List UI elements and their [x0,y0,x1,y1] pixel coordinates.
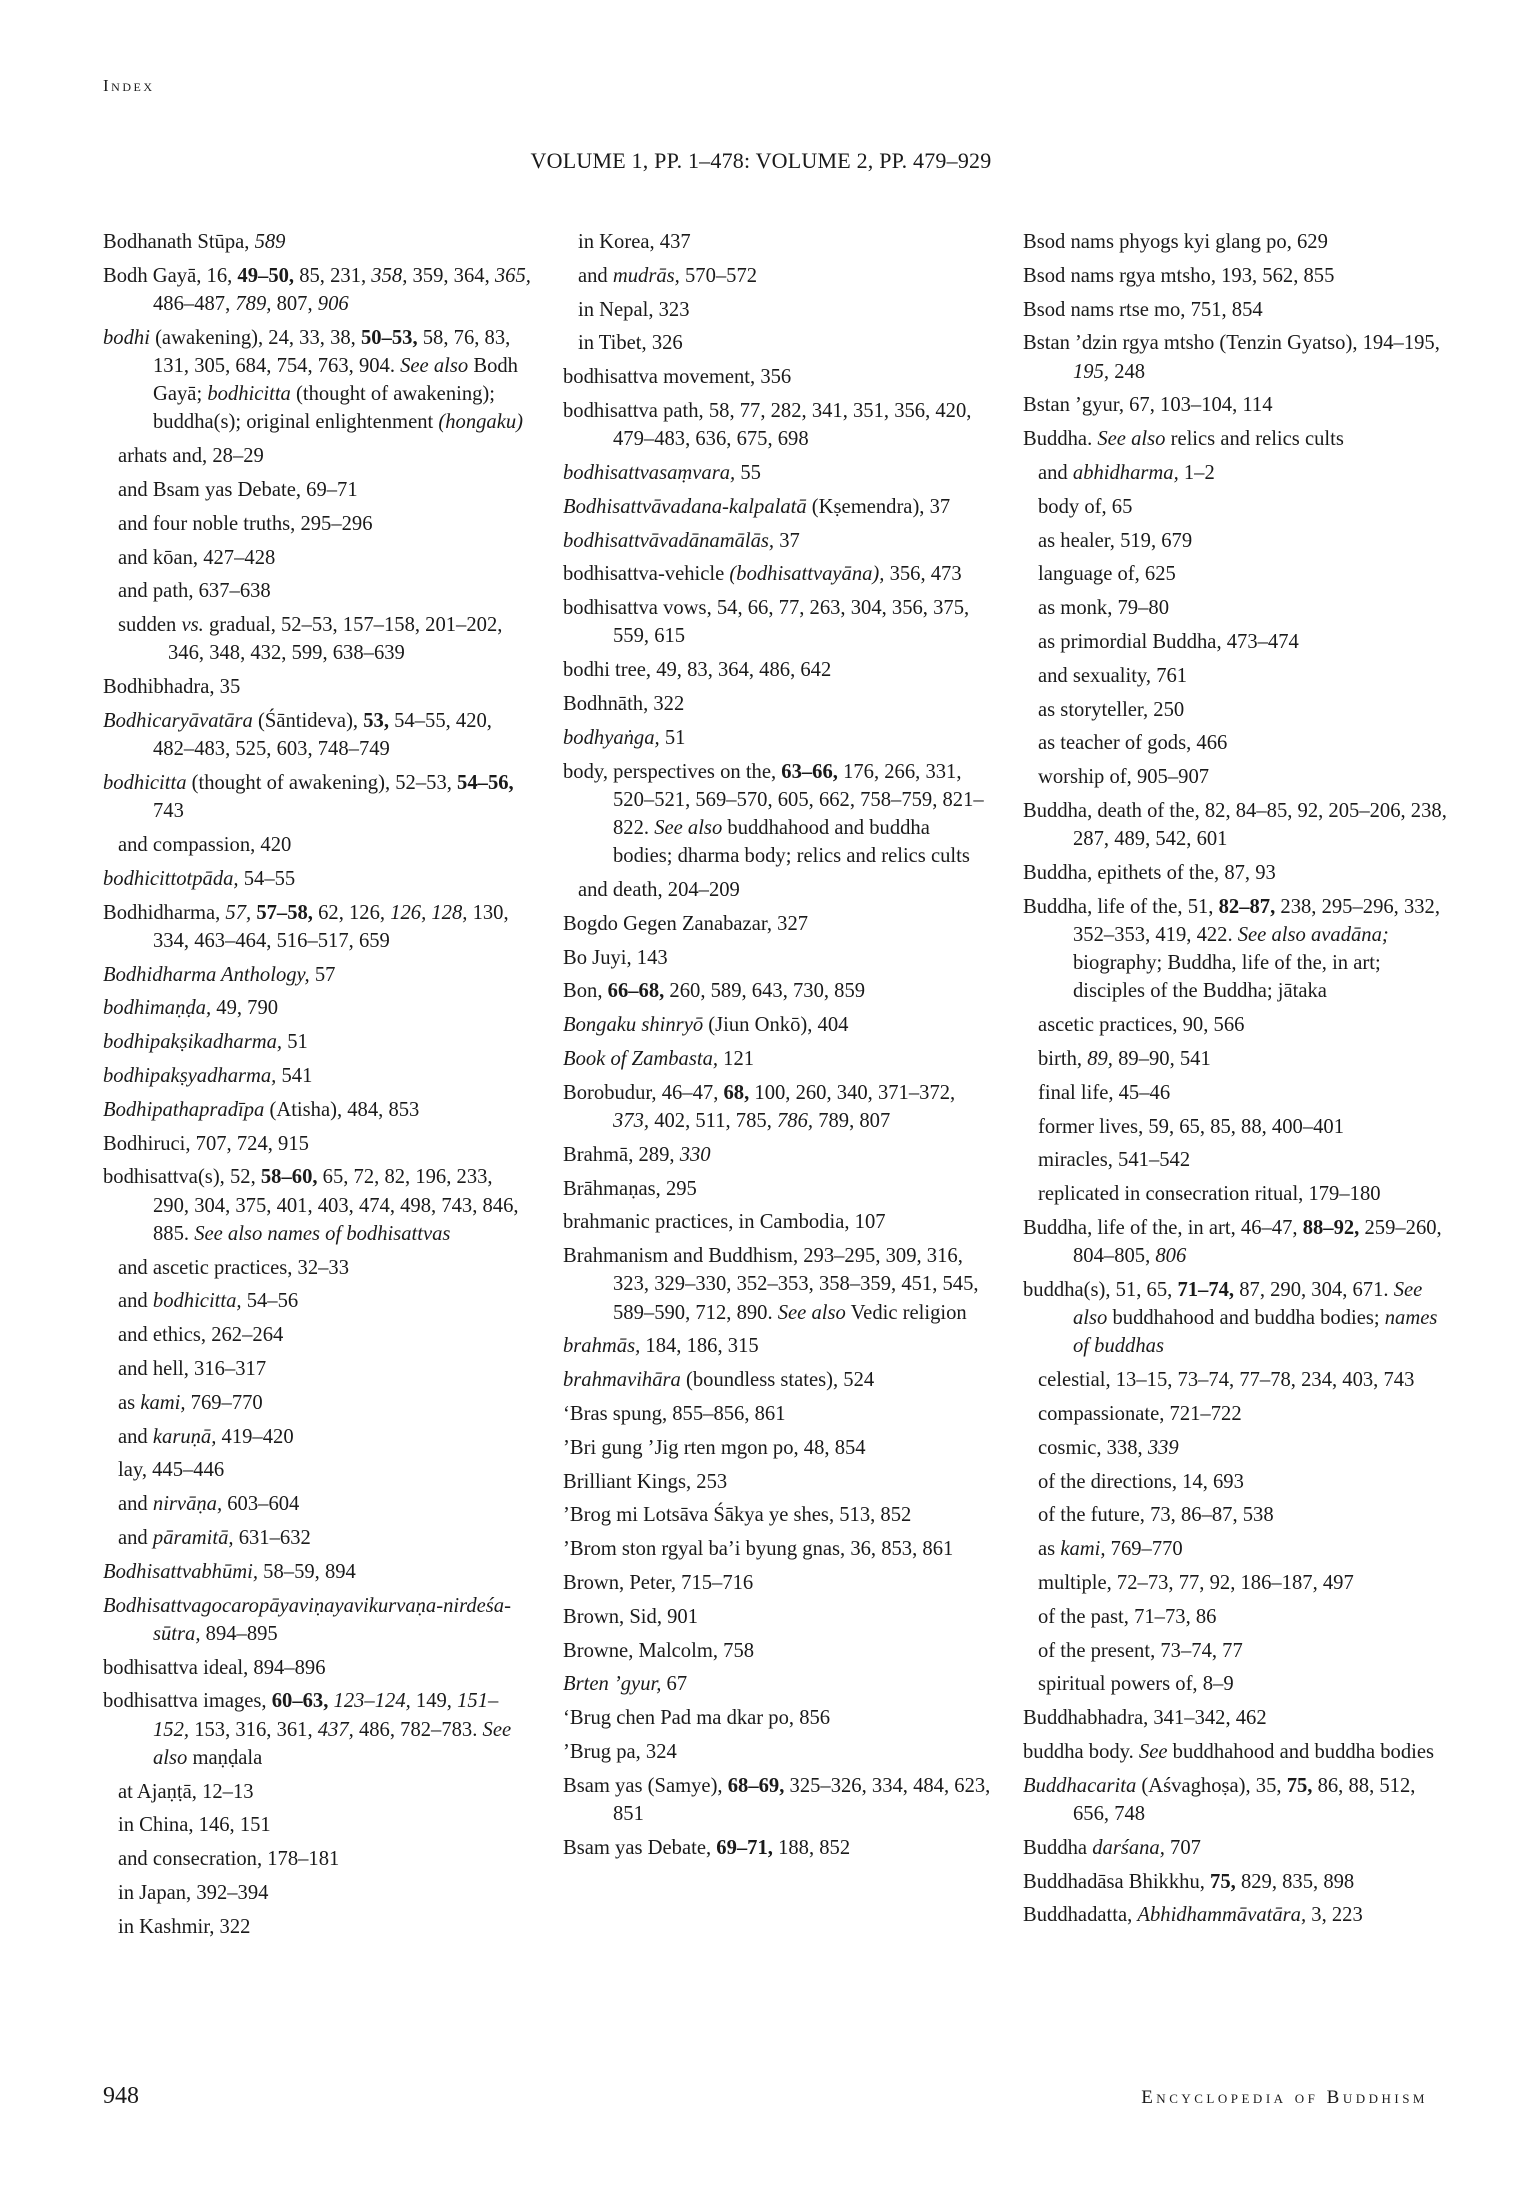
index-subentry: and ethics, 262–264 [118,1324,284,1347]
index-entry: Bogdo Gegen Zanabazar, 327 [563,912,809,935]
index-entry: bodhipakṣyadharma, 541 [103,1064,313,1087]
index-entry: Bon, 66–68, 260, 589, 643, 730, 859 [563,980,866,1003]
index-entry: Bodhipathapradīpa (Atisha), 484, 853 [103,1098,420,1121]
index-subentry: as primordial Buddha, 473–474 [1038,630,1299,653]
index-subentry: as kami, 769–770 [1038,1538,1183,1561]
index-subentry: replicated in consecration ritual, 179–180 [1038,1183,1381,1206]
index-entry: Bsod nams rtse mo, 751, 854 [1023,298,1263,321]
index-entry: bodhicittotpāda, 54–55 [103,867,296,890]
index-subentry: body of, 65 [1038,495,1133,518]
index-subentry: at Ajaṇṭā, 12–13 [118,1780,254,1803]
index-subentry: and karuṇā, 419–420 [118,1425,294,1448]
index-subentry: and hell, 316–317 [118,1357,267,1380]
index-entry: Bodhidharma, 57, 57–58, 62, 126, 126, 128, 130, 334, 463–464, 516–517, 659 [103,901,509,952]
index-entry: brahmavihāra (boundless states), 524 [563,1369,875,1392]
index-subentry: of the past, 71–73, 86 [1038,1605,1217,1628]
index-subentry: sudden vs. gradual, 52–53, 157–158, 201–202, 346, 348, 432, 599, 638–639 [118,614,503,665]
index-column-1 [103,228,533,1947]
index-entry: Buddha, epithets of the, 87, 93 [1023,861,1276,884]
volume-range-line: VOLUME 1, PP. 1–478: VOLUME 2, PP. 479–929 [530,148,992,173]
index-subentry: in Japan, 392–394 [118,1881,269,1904]
index-entry: bodhyaṅga, 51 [563,726,686,749]
index-entry: ’Brug pa, 324 [563,1740,677,1763]
book-title-footer: Encyclopedia of Buddhism [1141,2087,1428,2108]
index-entry: bodhisattva path, 58, 77, 282, 341, 351, 356, 420, 479–483, 636, 675, 698 [563,399,972,451]
index-entry: ’Bri gung ’Jig rten mgon po, 48, 854 [563,1436,866,1459]
index-subentry: miracles, 541–542 [1038,1149,1191,1172]
index-subentry: ascetic practices, 90, 566 [1038,1014,1245,1037]
index-entry: bodhicitta (thought of awakening), 52–53, 54–56, 743 [103,771,514,823]
index-entry: bodhipakṣikadharma, 51 [103,1031,308,1054]
index-entry: Bodhicaryāvatāra (Śāntideva), 53, 54–55, 420, 482–483, 525, 603, 748–749 [103,709,492,761]
index-subentry: language of, 625 [1038,563,1176,586]
index-entry: bodhisattva movement, 356 [563,366,792,389]
index-entry: ’Brom ston rgyal ba’i byung gnas, 36, 853, 861 [563,1538,954,1561]
index-entry: Bodhnāth, 322 [563,692,685,715]
index-subentry: in Tibet, 326 [578,332,683,355]
index-entry: Buddhadāsa Bhikkhu, 75, 829, 835, 898 [1023,1870,1355,1893]
index-entry: Bongaku shinryō (Jiun Onkō), 404 [563,1014,849,1037]
index-entry: ‘Brug chen Pad ma dkar po, 856 [563,1707,831,1730]
index-subentry: former lives, 59, 65, 85, 88, 400–401 [1038,1115,1345,1138]
index-entry: Bstan ’gyur, 67, 103–104, 114 [1023,394,1273,417]
index-subentry: and kōan, 427–428 [118,546,276,569]
index-entry: Buddhadatta, Abhidhammāvatāra, 3, 223 [1023,1904,1363,1927]
index-entry: bodhimaṇḍa, 49, 790 [103,997,279,1020]
index-subentry: compassionate, 721–722 [1038,1402,1242,1425]
index-subentry: and abhidharma, 1–2 [1038,461,1215,484]
index-subentry: lay, 445–446 [118,1459,225,1482]
index-entry: Brahmā, 289, 330 [563,1143,711,1166]
index-entry: bodhisattva vows, 54, 66, 77, 263, 304, 356, 375, 559, 615 [563,597,970,648]
index-entry: buddha(s), 51, 65, 71–74, 87, 290, 304, 671. See also buddhahood and buddha bodies; names of buddhas [1023,1278,1438,1358]
index-entry: brahmās, 184, 186, 315 [563,1335,759,1358]
index-entry: Bodhidharma Anthology, 57 [103,963,336,986]
index-entry: bodhisattva ideal, 894–896 [103,1656,326,1679]
index-subentry: and pāramitā, 631–632 [118,1526,311,1549]
index-subentry: as teacher of gods, 466 [1038,732,1228,755]
index-subentry: multiple, 72–73, 77, 92, 186–187, 497 [1038,1571,1354,1594]
index-entry: Buddha. See also relics and relics cults [1023,428,1344,451]
index-subentry: cosmic, 338, 339 [1038,1436,1179,1459]
index-subentry: of the future, 73, 86–87, 538 [1038,1504,1274,1527]
index-entry: Bsod nams rgya mtsho, 193, 562, 855 [1023,264,1335,287]
index-entry: Bodhanath Stūpa, 589 [103,231,286,253]
index-subentry: and nirvāṇa, 603–604 [118,1493,300,1516]
index-subentry: and mudrās, 570–572 [578,264,758,287]
index-subentry: birth, 89, 89–90, 541 [1038,1047,1211,1070]
page-number: 948 [103,2083,139,2109]
index-entry: Bo Juyi, 143 [563,946,668,969]
index-entry: Bodhisattvāvadana-kalpalatā (Kṣemendra), 37 [563,495,951,518]
index-entry: body, perspectives on the, 63–66, 176, 266, 331, 520–521, 569–570, 605, 662, 758–759, 821–822. See also buddhahood and buddha bodies; dharma body; relics and relics cults [563,760,984,868]
index-subentry: as monk, 79–80 [1038,597,1169,620]
index-entry: Borobudur, 46–47, 68, 100, 260, 340, 371–372, 373, 402, 511, 785, 786, 789, 807 [563,1081,956,1132]
index-entry: bodhisattva-vehicle (bodhisattvayāna), 356, 473 [563,563,962,586]
index-subentry: and consecration, 178–181 [118,1848,340,1871]
index-entry: Brten ’gyur, 67 [563,1673,688,1696]
index-subentry: as healer, 519, 679 [1038,529,1193,552]
index-entry: bodhisattva images, 60–63, 123–124, 149, 151–152, 153, 316, 361, 437, 486, 782–783. See also maṇḍala [103,1690,512,1769]
index-entry: Bsam yas Debate, 69–71, 188, 852 [563,1836,851,1859]
index-entry: Brāhmaṇas, 295 [563,1177,697,1200]
index-entry: Buddhabhadra, 341–342, 462 [1023,1707,1267,1730]
index-entry: Bodhiruci, 707, 724, 915 [103,1132,309,1155]
index-subentry: and ascetic practices, 32–33 [118,1256,350,1279]
index-entry: bodhi tree, 49, 83, 364, 486, 642 [563,659,832,682]
index-subentry: and Bsam yas Debate, 69–71 [118,479,358,501]
index-entry: Buddha, life of the, 51, 82–87, 238, 295–296, 332, 352–353, 419, 422. See also avadāna; biography; Buddha, life of the, in art; disciples of the Buddha; jātaka [1023,895,1440,1003]
index-subentry: in Korea, 437 [578,231,691,253]
index-entry: Buddha, death of the, 82, 84–85, 92, 205–206, 238, 287, 489, 542, 601 [1023,799,1447,851]
index-entry: Brown, Peter, 715–716 [563,1571,754,1594]
index-entry: Bstan ’dzin rgya mtsho (Tenzin Gyatso), 194–195, 195, 248 [1023,332,1440,383]
index-entry: Bsam yas (Samye), 68–69, 325–326, 334, 484, 623, 851 [563,1774,991,1825]
index-entry: Bodh Gayā, 16, 49–50, 85, 231, 358, 359, 364, 365, 486–487, 789, 807, 906 [103,264,531,315]
index-entry: Bodhisattvagocaropāyaviṇayavikurvaṇa-nirdeśa-sūtra, 894–895 [103,1594,511,1645]
index-subentry: in Kashmir, 322 [118,1915,251,1938]
index-entry: ‘Bras spung, 855–856, 861 [563,1402,786,1425]
index-column-2 [563,228,993,1868]
index-entry: Buddha, life of the, in art, 46–47, 88–92, 259–260, 804–805, 806 [1023,1216,1442,1268]
index-subentry: and death, 204–209 [578,878,740,901]
index-subentry: and sexuality, 761 [1038,664,1188,687]
index-subentry: as storyteller, 250 [1038,698,1185,721]
index-entry: Buddhacarita (Aśvaghoṣa), 35, 75, 86, 88, 512, 656, 748 [1023,1774,1416,1825]
index-entry: Brahmanism and Buddhism, 293–295, 309, 316, 323, 329–330, 352–353, 358–359, 451, 545, 589–590, 712, 890. See also Vedic religion [563,1245,979,1324]
index-entry: Buddha darśana, 707 [1023,1836,1201,1859]
index-subentry: arhats and, 28–29 [118,445,264,468]
index-entry: Bodhisattvabhūmi, 58–59, 894 [103,1560,356,1583]
index-subentry: as kami, 769–770 [118,1391,263,1414]
index-entry: Browne, Malcolm, 758 [563,1639,755,1662]
index-entry: ’Brog mi Lotsāva Śākya ye shes, 513, 852 [563,1504,912,1527]
index-entry: Bodhibhadra, 35 [103,676,241,699]
index-subentry: and bodhicitta, 54–56 [118,1290,299,1313]
index-entry: bodhi (awakening), 24, 33, 38, 50–53, 58, 76, 83, 131, 305, 684, 754, 763, 904. See also Bodh Gayā; bodhicitta (thought of awakening); buddha(s); original enlightenment (hongaku) [103,326,524,434]
index-subentry: of the present, 73–74, 77 [1038,1639,1243,1662]
index-entry: bodhisattva(s), 52, 58–60, 65, 72, 82, 196, 233, 290, 304, 375, 401, 403, 474, 498, 743, 846, 885. See also names of bodhisattvas [103,1166,519,1245]
index-subentry: in China, 146, 151 [118,1814,271,1837]
index-subentry: and path, 637–638 [118,580,271,603]
index-entry: Book of Zambasta, 121 [563,1047,755,1070]
index-subentry: final life, 45–46 [1038,1081,1171,1104]
index-subentry: spiritual powers of, 8–9 [1038,1673,1234,1696]
index-entry: Brown, Sid, 901 [563,1605,699,1628]
index-subentry: of the directions, 14, 693 [1038,1470,1244,1493]
index-subentry: in Nepal, 323 [578,298,690,321]
index-entry: buddha body. See buddhahood and buddha bodies [1023,1740,1435,1763]
index-entry: bodhisattvasaṃvara, 55 [563,461,761,484]
index-entry: bodhisattvāvadānamālās, 37 [563,529,800,552]
index-subentry: worship of, 905–907 [1038,766,1210,789]
index-subentry: and four noble truths, 295–296 [118,512,373,535]
index-column-3 [1023,228,1453,1935]
running-head: Index [103,76,155,95]
index-subentry: celestial, 13–15, 73–74, 77–78, 234, 403, 743 [1038,1369,1415,1392]
index-subentry: and compassion, 420 [118,833,292,856]
index-entry: Bsod nams phyogs kyi glang po, 629 [1023,231,1328,253]
index-entry: brahmanic practices, in Cambodia, 107 [563,1211,886,1234]
index-entry: Brilliant Kings, 253 [563,1470,728,1493]
